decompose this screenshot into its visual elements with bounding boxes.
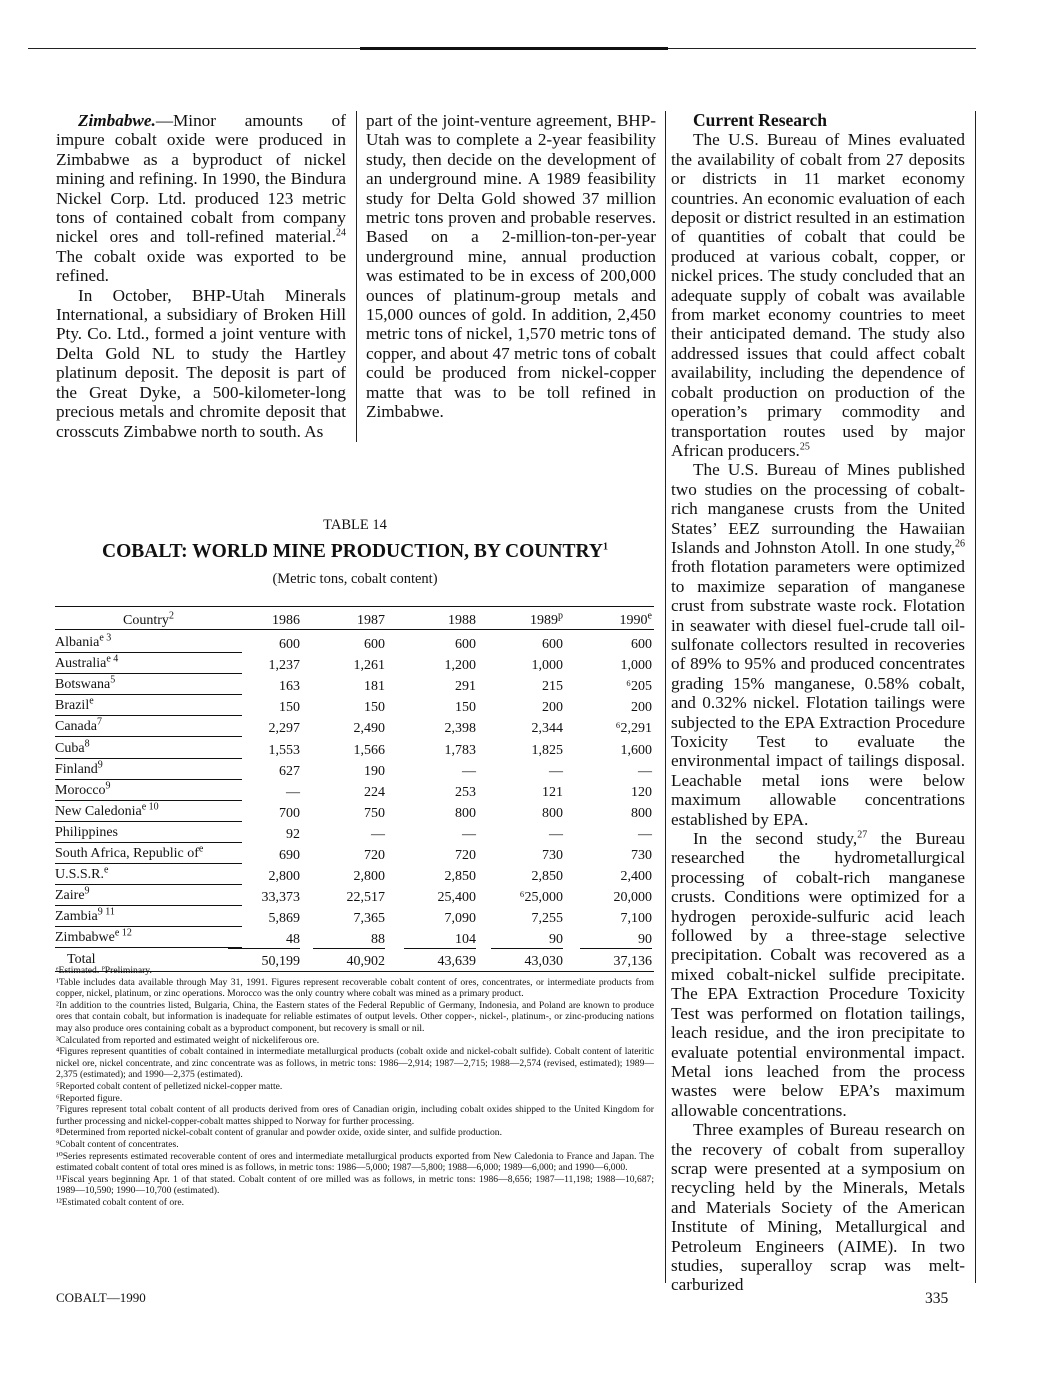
- running-footer: COBALT—1990: [56, 1290, 146, 1305]
- value-cell: 2,297: [268, 721, 300, 737]
- value-cell: —: [638, 763, 652, 779]
- value-cell: 600: [364, 637, 385, 652]
- value-cell: 720: [455, 848, 476, 863]
- table-row: [55, 801, 654, 823]
- value-cell: 5,869: [268, 911, 300, 927]
- value-cell: 163: [279, 679, 300, 695]
- value-cell: 1,000: [531, 658, 563, 674]
- table-row: [55, 927, 654, 949]
- footnote: ¹²Estimated cobalt content of ore.: [56, 1196, 185, 1208]
- paragraph-second-study: In the second study,$^{27}$ the Bureau researched the hydrometallurgical processing of cobalt-rich manganese crusts. Conditions were optimized for a hydrogen peroxide-sulfuric acid leach followed by a three-stage selective precipitation. Cobalt was recovered as a mixed cobalt-nickel sulfide precipitate. The EPA Extraction Procedure Toxicity Test was performed on flotation tailings, leach residue, and the iron precipitate to evaluate potential environmental impact. Metal ions leached from the process wastes were below EPA’s maximum allowable concentrations.: [671, 829, 965, 1120]
- country-cell: Philippines: [55, 825, 242, 843]
- reference-marker: 25: [799, 441, 810, 453]
- value-cell: 2,344: [531, 721, 563, 737]
- value-cell: 800: [631, 805, 652, 821]
- value-cell: 600: [279, 637, 300, 652]
- value-cell: 800: [542, 805, 563, 821]
- value-cell: 1,553: [268, 742, 300, 758]
- value-cell: 150: [279, 700, 300, 716]
- value-cell: 2,490: [353, 721, 385, 737]
- value-cell: 800: [455, 805, 476, 821]
- value-cell: 2,398: [444, 721, 476, 737]
- text-column-3: [671, 111, 965, 1295]
- value-cell: 730: [542, 848, 563, 863]
- value-cell: 200: [542, 700, 563, 716]
- value-cell: 181: [364, 679, 385, 695]
- value-cell: ⁶205: [626, 679, 652, 695]
- table-title: COBALT: WORLD MINE PRODUCTION, BY COUNTRY$^1$: [102, 541, 608, 562]
- value-cell: 90: [549, 932, 563, 948]
- country-cell: Zambia$^{9 11}$: [55, 909, 242, 927]
- value-cell: 22,517: [346, 890, 385, 906]
- value-cell: 90: [638, 932, 652, 948]
- value-cell: 2,400: [620, 869, 652, 885]
- value-cell: 1,600: [620, 742, 652, 758]
- value-cell: 1,237: [268, 658, 300, 674]
- value-cell: 600: [455, 637, 476, 652]
- value-cell: 7,090: [444, 911, 476, 927]
- value-cell: 1,000: [620, 658, 652, 674]
- footnote: ³Calculated from reported and estimated weight of nickeliferous ore.: [56, 1034, 320, 1046]
- table-row: [55, 632, 654, 654]
- value-cell: 224: [364, 784, 385, 800]
- total-rule: [580, 948, 652, 949]
- table-row: [55, 864, 654, 886]
- table-row: [55, 780, 654, 802]
- country-cell: New Caledonia$^{e 10}$: [55, 804, 242, 822]
- reference-marker: 26: [955, 538, 965, 550]
- value-cell: 2,850: [444, 869, 476, 885]
- table-row: [55, 695, 654, 717]
- value-cell: 215: [542, 679, 563, 695]
- value-cell: 720: [364, 848, 385, 863]
- footnote: ⁷Figures represent total cobalt content of all products derived from ores of Canadian origin, including cobalt oxides shipped to the United Kingdom for further processing and nickel-copper-cobalt mattes shipped to Norway for further processing.: [56, 1104, 654, 1127]
- country-cell: Zimbabwe$^{e 12}$: [55, 930, 242, 948]
- footnote: ⁹Cobalt content of concentrates.: [56, 1138, 179, 1150]
- page-number: 335: [925, 1290, 949, 1307]
- table-row: [55, 843, 654, 865]
- value-cell: 25,400: [437, 890, 476, 906]
- paragraph-bureau-evaluation: The U.S. Bureau of Mines evaluated the availability of cobalt from 27 deposits or districts in 11 market economy countries. An economic evaluation of each deposit or district resulted in an estimation of quantities of cobalt that could be produced at various cobalt, copper, or nickel prices. The study concluded that an adequate supply of cobalt was available from market economy countries to meet their anticipated demand. The study also addressed issues that could affect cobalt availability, including the dependence of cobalt production on production of the operation’s primary commodity and transportation routes used by major African producers.$^{25}$: [671, 130, 965, 460]
- footnote: ⁶Reported figure.: [56, 1092, 123, 1104]
- column-header-country: Country$^2$: [123, 610, 174, 628]
- table-footnotes: [56, 965, 654, 1208]
- value-cell: 253: [455, 784, 476, 800]
- value-cell: 7,365: [353, 911, 385, 927]
- value-cell: 7,255: [531, 911, 563, 927]
- reference-marker: 24: [336, 227, 346, 239]
- country-cell: Canada$^7$: [55, 719, 242, 737]
- table-row: [55, 885, 654, 907]
- value-cell: 627: [279, 763, 300, 779]
- total-value-cell: 43,030: [524, 953, 563, 969]
- top-rule-accent: [360, 47, 668, 50]
- value-cell: 2,800: [268, 869, 300, 885]
- column-divider-3: [975, 111, 976, 1283]
- country-cell: Zaire$^9$: [55, 888, 242, 906]
- table-header-rule: [55, 629, 654, 630]
- table-row: [55, 759, 654, 781]
- table-subtitle: (Metric tons, cobalt content): [272, 571, 438, 587]
- total-rule: [491, 948, 563, 949]
- country-cell: South Africa, Republic $of^e$: [55, 846, 242, 864]
- country-cell: Morocco$^9$: [55, 783, 242, 801]
- value-cell: —: [286, 784, 300, 800]
- value-cell: 1,566: [353, 742, 385, 758]
- value-cell: 92: [286, 826, 300, 842]
- value-cell: 750: [364, 805, 385, 821]
- value-cell: 291: [455, 679, 476, 695]
- total-rule: [313, 948, 385, 949]
- paragraph-joint-venture: part of the joint-venture agreement, BHP-Utah was to complete a 2-year feasibility study, then decide on the development of an underground mine. A 1989 feasibility study for Delta Gold showed 37 million metric tons proven and probable reserves. Based on a 2-million-ton-per-year underground mine, annual production was estimated to be in excess of 200,000 ounces of platinum-group metals and 15,000 ounces of gold. In addition, 2,450 metric tons of nickel, 1,570 metric tons of copper, and about 47 metric tons of cobalt could be produced from nickel-copper matte that was to be toll refined in Zimbabwe.: [366, 111, 656, 422]
- total-value-cell: 37,136: [613, 953, 652, 969]
- value-cell: —: [549, 763, 563, 779]
- footnote: ⁴Figures represent quantities of cobalt contained in intermediate metallurgical products (cobalt oxide and nickel-cobalt sulfide). Cobalt content of lateritic nickel ore, nickel concentrate, and zinc concentrate was as follows, in metric tons: 1986—2,914; 1987—2,715; 1988—2,574 (revised, estimated); 1989—2,375 (estimated); and 1990—2,375 (estimated).: [56, 1046, 654, 1081]
- value-cell: —: [371, 826, 385, 842]
- total-value-cell: 43,639: [437, 953, 476, 969]
- footnote: ᵉEstimated. ᴾPreliminary.: [56, 965, 152, 976]
- total-rule: [404, 948, 476, 949]
- table-row: [55, 674, 654, 696]
- value-cell: 104: [455, 932, 476, 948]
- column-header-year: 1986: [272, 613, 300, 628]
- column-header-year: 1987: [357, 613, 385, 628]
- reference-marker: 27: [857, 829, 868, 841]
- column-divider-1: [356, 111, 357, 442]
- value-cell: 600: [542, 637, 563, 652]
- value-cell: 20,000: [613, 890, 652, 906]
- runin-heading: Zimbabwe.: [78, 111, 156, 130]
- value-cell: 690: [279, 848, 300, 863]
- value-cell: 1,200: [444, 658, 476, 674]
- footnote: ¹⁰Series represents estimated recoverable content of ores and intermediate metallurgical products exported from New Caledonia to France and Japan. The estimated cobalt content of total ores mined is as follows, in metric tons: 1986—5,000; 1987—5,800; 1988—6,000; 1989—6,000; and 1990—6,000.: [56, 1150, 654, 1174]
- column-header-year: 1989$^p$: [530, 610, 563, 628]
- table-row: [55, 906, 654, 928]
- value-cell: 600: [631, 637, 652, 652]
- value-cell: —: [549, 826, 563, 842]
- column-divider-2: [665, 111, 666, 1283]
- value-cell: ⁶25,000: [519, 890, 563, 906]
- text-column-1: [56, 111, 346, 441]
- table-row: [55, 822, 654, 844]
- value-cell: 730: [631, 848, 652, 863]
- total-label: Total: [67, 951, 96, 967]
- value-cell: ⁶2,291: [615, 721, 652, 737]
- value-cell: 48: [286, 932, 300, 948]
- value-cell: —: [462, 826, 476, 842]
- value-cell: 1,783: [444, 742, 476, 758]
- paragraph-manganese-crusts: The U.S. Bureau of Mines published two studies on the processing of cobalt-rich manganese crusts from the United States’ EEZ surrounding the Hawaiian Islands and Johnston Atoll. In one study,$^{26}$ froth flotation parameters were optimized to maximize separation of manganese crust from substrate waste rock. Flotation in seawater with diesel fuel-crude tall oil-sulfonate collectors resulted in recoveries of 89% to 95% and produced concentrates grading 15% manganese, 0.58% cobalt, and 0.32% nickel. Flotation tailings were subjected to the EPA Extraction Procedure Toxicity Test to evaluate the environmental impact of tailings disposal. Leachable metal ions were below maximum allowable concentrations established by EPA.: [671, 460, 965, 829]
- column-header-year: 1988: [448, 613, 476, 628]
- paragraph-superalloy-scrap: Three examples of Bureau research on the recovery of cobalt from superalloy scrap were presented at a symposium on recycling held by the Minerals, Metals and Materials Society of the American Institute of Mining, Metallurgical and Petroleum Engineers (AIME). In two studies, superalloy scrap was melt-carburized: [671, 1120, 965, 1295]
- section-heading-current-research: Current Research: [693, 110, 827, 130]
- value-cell: 120: [631, 784, 652, 800]
- value-cell: 88: [371, 932, 385, 948]
- value-cell: 190: [364, 763, 385, 779]
- paragraph-bhp-utah: In October, BHP-Utah Minerals International, a subsidiary of Broken Hill Pty. Co. Ltd., formed a joint venture with Delta Gold NL to study the Hartley platinum deposit. The deposit is part of the Great Dyke, a 500-kilometer-long precious metals and chromite deposit that crosscuts Zimbabwe north to south. As: [56, 285, 346, 441]
- table-top-rule: [55, 606, 654, 607]
- country-cell: Albania$^{e 3}$: [55, 635, 242, 653]
- footnote: ²In addition to the countries listed, Bulgaria, China, the Eastern states of the Federal Republic of Germany, Indonesia, and Poland are known to produce ores that contain cobalt, but information is inadequate for reliable estimates of output levels. Other copper-, nickel-, platinum-, or zinc-producing nations may also produce ores containing cobalt as a byproduct component, but recovery is small or nil.: [56, 999, 654, 1034]
- total-rule: [228, 948, 300, 949]
- total-value-cell: 50,199: [261, 953, 300, 969]
- country-cell: Cuba$^8$: [55, 741, 242, 759]
- country-cell: Finland$^9$: [55, 762, 242, 780]
- paragraph-zimbabwe: Zimbabwe.—Minor amounts of impure cobalt oxide were produced in Zimbabwe as a byproduct of nickel mining and refining. In 1990, the Bindura Nickel Corp. Ltd. produced 123 metric tons of contained cobalt from company nickel ores and toll-refined material.$^{24}$ The cobalt oxide was exported to be refined.: [56, 111, 346, 286]
- footnote: ⁵Reported cobalt content of pelletized nickel-copper matte.: [56, 1080, 283, 1092]
- value-cell: —: [638, 826, 652, 842]
- value-cell: 200: [631, 700, 652, 716]
- table-row: [55, 738, 654, 760]
- table-label: TABLE 14: [323, 517, 387, 533]
- footnote: ¹¹Fiscal years beginning Apr. 1 of that stated. Cobalt content of ore milled was as follows, in metric tons: 1986—8,656; 1987—11,198; 1988—10,687; 1989—10,590; 1990—10,700 (estimated).: [56, 1173, 654, 1197]
- table-row: [55, 716, 654, 738]
- value-cell: 33,373: [261, 890, 300, 906]
- footnote: ⁸Determined from reported nickel-cobalt content of granular and powder oxide, oxide sinter, and sulfide production.: [56, 1127, 502, 1139]
- value-cell: 700: [279, 805, 300, 821]
- country-cell: Australia$^{e 4}$: [55, 656, 242, 674]
- country-cell: U.S.S.R.$^e$: [55, 867, 242, 885]
- table-header-row: [55, 609, 654, 631]
- value-cell: 150: [364, 700, 385, 716]
- country-cell: Brazil$^e$: [55, 698, 242, 716]
- reference-marker: 1: [602, 541, 608, 553]
- value-cell: 121: [542, 784, 563, 800]
- value-cell: 7,100: [620, 911, 652, 927]
- value-cell: 150: [455, 700, 476, 716]
- value-cell: 2,850: [531, 869, 563, 885]
- text-column-2: [366, 111, 656, 422]
- total-value-cell: 40,902: [346, 953, 385, 969]
- value-cell: 1,825: [531, 742, 563, 758]
- footnote: ¹Table includes data available through May 31, 1991. Figures represent recoverable cobalt content of ores, concentrates, or intermediate products from copper, nickel, platinum, or zinc operations. Morocco was the only country where cobalt was mined as a primary product.: [56, 976, 654, 1000]
- value-cell: 1,261: [353, 658, 385, 674]
- country-cell: Botswana$^5$: [55, 677, 242, 695]
- column-header-year: 1990e: [619, 610, 652, 628]
- table-row: [55, 653, 654, 675]
- value-cell: —: [462, 763, 476, 779]
- value-cell: 2,800: [353, 869, 385, 885]
